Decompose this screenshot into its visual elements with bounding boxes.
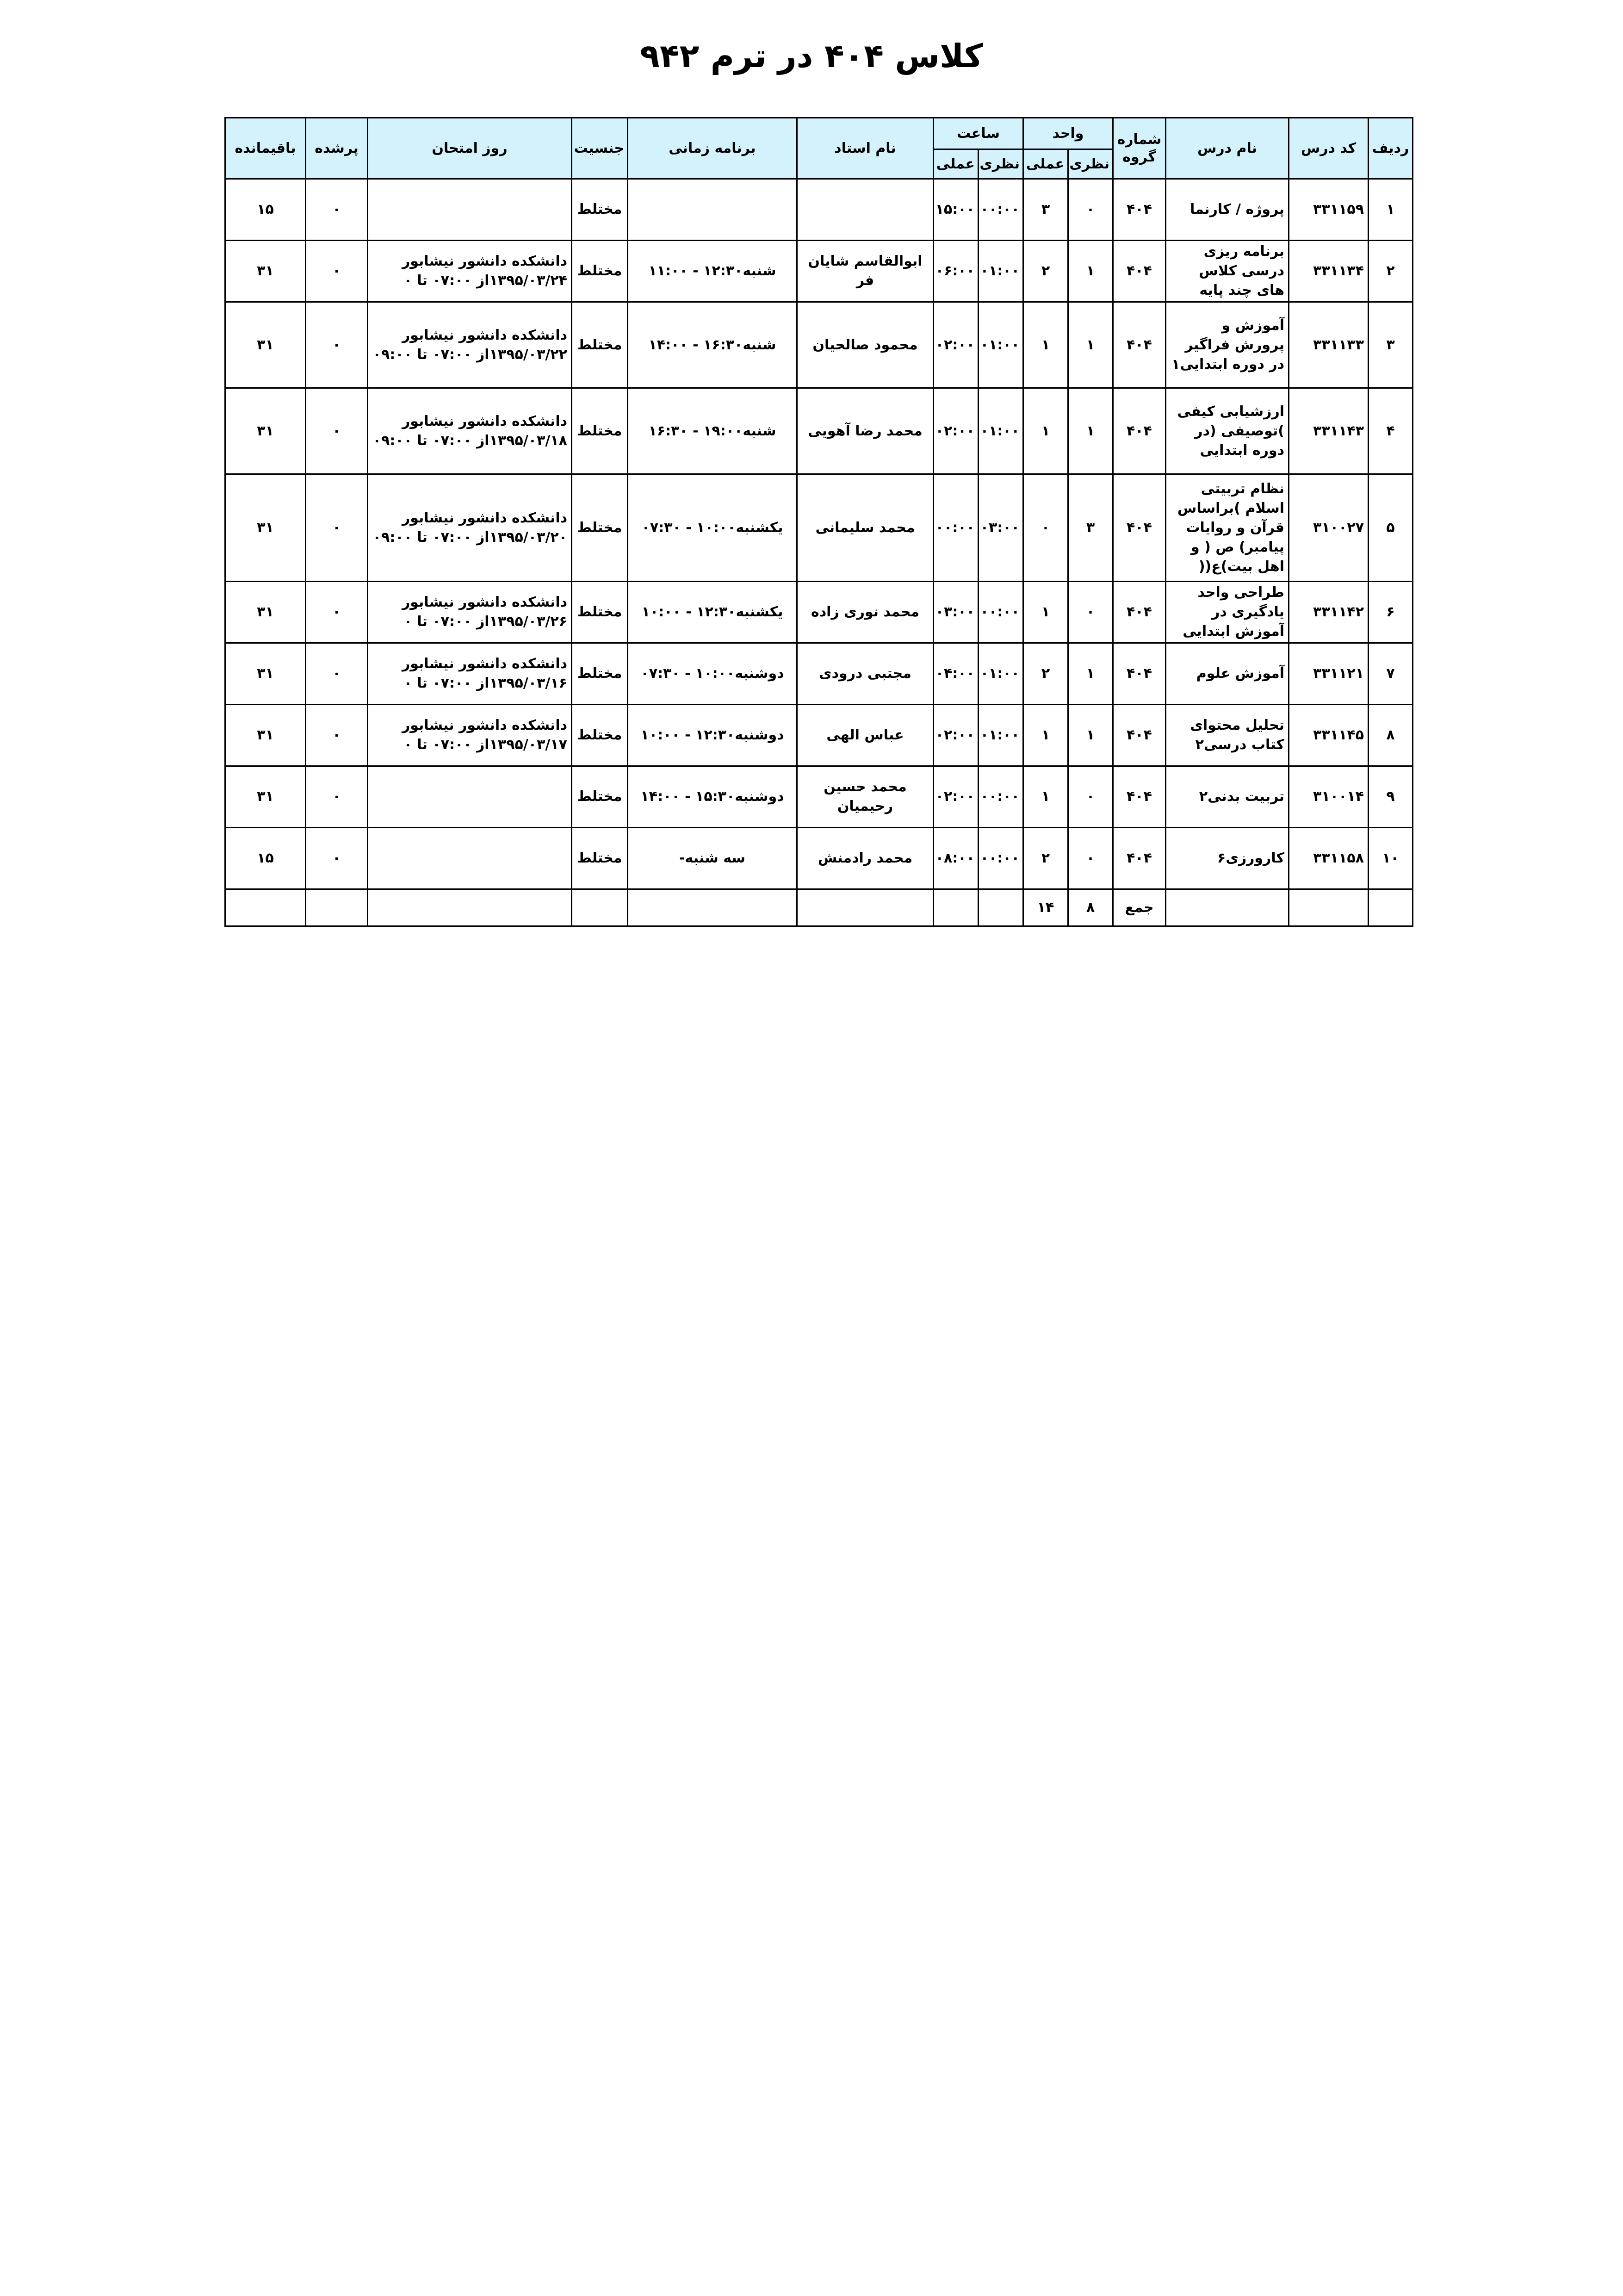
cell-teacher: محمد حسین رحیمیان <box>797 766 934 828</box>
cell-exam <box>368 828 572 889</box>
cell-remaining: ۳۱ <box>225 705 306 766</box>
cell-hours-practical: ۰۸:۰۰ <box>934 828 979 889</box>
cell-name: پروژه / کارنما <box>1166 179 1289 241</box>
cell-filled: ۰ <box>306 302 368 388</box>
cell-units-theory: ۱ <box>1068 643 1113 705</box>
col-header-units-theory: نظری <box>1068 149 1113 179</box>
cell-filled: ۰ <box>306 474 368 582</box>
cell-hours-practical: ۰۳:۰۰ <box>934 582 979 643</box>
cell-code: ۳۳۱۱۴۳ <box>1289 388 1369 474</box>
cell-units-theory: ۱ <box>1068 241 1113 302</box>
cell-remaining: ۱۵ <box>225 179 306 241</box>
cell-units-practical: ۱ <box>1023 705 1068 766</box>
cell-hours-theory: ۰۰:۰۰ <box>979 828 1023 889</box>
cell-hours-theory: ۰۱:۰۰ <box>979 302 1023 388</box>
cell-code: ۳۳۱۱۴۵ <box>1289 705 1369 766</box>
cell-hours-practical: ۰۰:۰۰ <box>934 474 979 582</box>
cell-teacher: محمد سلیمانی <box>797 474 934 582</box>
col-header-exam: روز امتحان <box>368 118 572 179</box>
cell-remaining: ۳۱ <box>225 241 306 302</box>
cell-gender: مختلط <box>572 474 628 582</box>
cell-name: طراحی واحد یادگیری در آموزش ابتدایی <box>1183 584 1285 639</box>
col-header-hours: ساعت <box>934 118 1023 149</box>
col-header-name: نام درس <box>1166 118 1289 179</box>
cell-remaining: ۳۱ <box>225 474 306 582</box>
cell-hours-theory: ۰۰:۰۰ <box>979 766 1023 828</box>
cell-hours-practical: ۰۲:۰۰ <box>934 302 979 388</box>
cell-exam: دانشکده دانشور نیشابور ۱۳۹۵/۰۳/۲۲از ۰۷:۰۰ تا ۰۹:۰۰ <box>368 302 572 388</box>
total-units-practical: ۱۴ <box>1023 889 1068 926</box>
cell-units-practical: ۱ <box>1023 302 1068 388</box>
table-row <box>225 302 1413 388</box>
cell-group: ۴۰۴ <box>1113 766 1166 828</box>
cell-teacher: عباس الهی <box>797 705 934 766</box>
cell-schedule: یکشنبه۱۰:۰۰ - ۰۷:۳۰ <box>628 474 797 582</box>
cell-schedule <box>628 179 797 241</box>
cell-code: ۳۱۰۰۱۴ <box>1289 766 1369 828</box>
cell-units-theory: ۱ <box>1068 705 1113 766</box>
cell-code: ۳۳۱۱۲۱ <box>1289 643 1369 705</box>
cell-group: ۴۰۴ <box>1113 705 1166 766</box>
cell-units-practical: ۲ <box>1023 241 1068 302</box>
cell-group: ۴۰۴ <box>1113 388 1166 474</box>
cell-code: ۳۳۱۱۴۲ <box>1289 582 1369 643</box>
cell-exam: دانشکده دانشور نیشابور ۱۳۹۵/۰۳/۲۰از ۰۷:۰۰ تا ۰۹:۰۰ <box>368 474 572 582</box>
cell-teacher: محمد رادمنش <box>797 828 934 889</box>
cell-hours-theory: ۰۱:۰۰ <box>979 241 1023 302</box>
col-header-hours-theory: نظری <box>979 149 1023 179</box>
cell-name: تربیت بدنی۲ <box>1166 766 1289 828</box>
col-header-row: ردیف <box>1369 118 1413 179</box>
cell-hours-practical: ۱۵:۰۰ <box>934 179 979 241</box>
cell-gender: مختلط <box>572 582 628 643</box>
cell-group: ۴۰۴ <box>1113 582 1166 643</box>
total-label: جمع <box>1113 889 1166 926</box>
cell-row: ۶ <box>1369 582 1413 643</box>
cell-exam: دانشکده دانشور نیشابور ۱۳۹۵/۰۳/۲۶از ۰۷:۰۰ تا ۰ <box>402 594 567 630</box>
col-header-hours-practical: عملی <box>934 149 979 179</box>
table-row <box>225 643 1413 705</box>
cell-units-theory: ۰ <box>1068 828 1113 889</box>
cell-remaining: ۳۱ <box>225 643 306 705</box>
cell-hours-practical: ۰۲:۰۰ <box>934 388 979 474</box>
cell-row: ۱۰ <box>1369 828 1413 889</box>
cell-exam: دانشکده دانشور نیشابور ۱۳۹۵/۰۳/۱۷از ۰۷:۰۰ تا ۰ <box>402 717 567 753</box>
cell-gender: مختلط <box>572 241 628 302</box>
cell-hours-theory <box>979 889 1023 926</box>
cell-units-theory: ۰ <box>1068 179 1113 241</box>
cell-teacher: محمود صالحیان <box>797 302 934 388</box>
table-row <box>225 828 1413 889</box>
cell-name: آموزش علوم <box>1166 643 1289 705</box>
total-units-theory: ۸ <box>1068 889 1113 926</box>
cell-schedule: سه شنبه- <box>628 828 797 889</box>
cell-units-practical: ۱ <box>1023 766 1068 828</box>
cell-filled: ۰ <box>306 828 368 889</box>
cell-name: کارورزی۶ <box>1166 828 1289 889</box>
cell-gender: مختلط <box>572 302 628 388</box>
cell-teacher: محمد نوری زاده <box>797 582 934 643</box>
cell-exam <box>368 766 572 828</box>
cell-hours-theory: ۰۱:۰۰ <box>979 643 1023 705</box>
cell-hours-theory: ۰۱:۰۰ <box>979 705 1023 766</box>
cell-hours-practical: ۰۶:۰۰ <box>934 241 979 302</box>
cell-units-practical: ۲ <box>1023 643 1068 705</box>
col-header-schedule: برنامه زمانی <box>628 118 797 179</box>
cell-units-practical: ۰ <box>1023 474 1068 582</box>
cell-gender: مختلط <box>572 828 628 889</box>
cell-name: برنامه ریزی درسی کلاس های چند پایه <box>1166 241 1289 302</box>
cell-group: ۴۰۴ <box>1113 179 1166 241</box>
cell-filled: ۰ <box>306 241 368 302</box>
cell-name: تحلیل محتوای کتاب درسی۲ <box>1166 705 1289 766</box>
cell-remaining: ۳۱ <box>225 766 306 828</box>
cell-hours-practical: ۰۴:۰۰ <box>934 643 979 705</box>
cell-gender <box>572 889 628 926</box>
cell-code: ۳۳۱۱۵۹ <box>1289 179 1369 241</box>
cell-filled: ۰ <box>306 179 368 241</box>
cell-filled <box>306 889 368 926</box>
cell-gender: مختلط <box>572 705 628 766</box>
cell-filled: ۰ <box>306 766 368 828</box>
cell-exam <box>368 889 572 926</box>
cell-exam <box>368 179 572 241</box>
table-row <box>225 582 1413 643</box>
cell-units-theory: ۰ <box>1068 766 1113 828</box>
col-header-units: واحد <box>1023 118 1113 149</box>
cell-group: ۴۰۴ <box>1113 302 1166 388</box>
cell-teacher <box>797 179 934 241</box>
table-row <box>225 388 1413 474</box>
cell-gender: مختلط <box>572 643 628 705</box>
cell-hours-theory: ۰۳:۰۰ <box>979 474 1023 582</box>
cell-row: ۱ <box>1369 179 1413 241</box>
table-row <box>225 705 1413 766</box>
cell-teacher: مجتبی درودی <box>797 643 934 705</box>
cell-hours-theory: ۰۰:۰۰ <box>979 582 1023 643</box>
cell-teacher: ابوالقاسم شایان فر <box>797 241 934 302</box>
cell-code: ۳۳۱۱۳۳ <box>1289 302 1369 388</box>
cell-units-practical: ۱ <box>1023 582 1068 643</box>
cell-remaining: ۳۱ <box>225 388 306 474</box>
cell-exam: دانشکده دانشور نیشابور ۱۳۹۵/۰۳/۱۶از ۰۷:۰۰ تا ۰ <box>402 656 567 691</box>
cell-units-practical: ۱ <box>1023 388 1068 474</box>
cell-schedule: شنبه۱۲:۳۰ - ۱۱:۰۰ <box>628 241 797 302</box>
cell-row: ۷ <box>1369 643 1413 705</box>
cell-row: ۸ <box>1369 705 1413 766</box>
cell-remaining: ۳۱ <box>225 582 306 643</box>
cell-units-theory: ۳ <box>1068 474 1113 582</box>
cell-group: ۴۰۴ <box>1113 241 1166 302</box>
cell-row <box>1369 889 1413 926</box>
table-row <box>225 766 1413 828</box>
cell-name: نظام تربیتی اسلام )براساس قرآن و روایات پیامبر) ص ( و اهل بیت)ع(( <box>1177 480 1285 575</box>
col-header-code: کد درس <box>1289 118 1369 179</box>
cell-hours-practical: ۰۲:۰۰ <box>934 705 979 766</box>
cell-units-theory: ۰ <box>1068 582 1113 643</box>
cell-code: ۳۳۱۱۳۴ <box>1289 241 1369 302</box>
cell-remaining: ۱۵ <box>225 828 306 889</box>
cell-schedule: دوشنبه۱۰:۰۰ - ۰۷:۳۰ <box>628 643 797 705</box>
cell-code: ۳۳۱۱۵۸ <box>1289 828 1369 889</box>
col-header-teacher: نام استاد <box>797 118 934 179</box>
table-row <box>225 179 1413 241</box>
table-row <box>225 474 1413 582</box>
cell-schedule: یکشنبه۱۲:۳۰ - ۱۰:۰۰ <box>628 582 797 643</box>
cell-units-theory: ۱ <box>1068 388 1113 474</box>
cell-schedule <box>628 889 797 926</box>
col-header-filled: پرشده <box>306 118 368 179</box>
cell-filled: ۰ <box>306 582 368 643</box>
class-schedule-table <box>224 117 1413 927</box>
cell-remaining: ۳۱ <box>225 302 306 388</box>
cell-remaining <box>225 889 306 926</box>
header-row <box>225 118 1413 149</box>
cell-row: ۳ <box>1369 302 1413 388</box>
cell-name: ارزشیابی کیفی )توصیفی (در دوره ابتدایی <box>1166 388 1289 474</box>
cell-schedule: شنبه۱۶:۳۰ - ۱۴:۰۰ <box>628 302 797 388</box>
page-title: کلاس ۴۰۴ در ترم ۹۴۲ <box>640 37 983 75</box>
cell-units-practical: ۳ <box>1023 179 1068 241</box>
col-header-units-practical: عملی <box>1023 149 1068 179</box>
cell-row: ۲ <box>1369 241 1413 302</box>
cell-gender: مختلط <box>572 179 628 241</box>
cell-schedule: دوشنبه۱۲:۳۰ - ۱۰:۰۰ <box>628 705 797 766</box>
cell-schedule: دوشنبه۱۵:۳۰ - ۱۴:۰۰ <box>628 766 797 828</box>
cell-row: ۹ <box>1369 766 1413 828</box>
cell-gender: مختلط <box>572 388 628 474</box>
cell-row: ۴ <box>1369 388 1413 474</box>
cell-exam: دانشکده دانشور نیشابور ۱۳۹۵/۰۳/۲۴از ۰۷:۰۰ تا ۰ <box>402 253 567 289</box>
cell-filled: ۰ <box>306 643 368 705</box>
cell-filled: ۰ <box>306 388 368 474</box>
cell-hours-theory: ۰۰:۰۰ <box>979 179 1023 241</box>
total-row <box>225 889 1413 926</box>
cell-name: آموزش و پرورش فراگیر در دوره ابتدایی۱ <box>1166 302 1289 388</box>
cell-schedule: شنبه۱۹:۰۰ - ۱۶:۳۰ <box>628 388 797 474</box>
cell-name <box>1166 889 1289 926</box>
cell-units-practical: ۲ <box>1023 828 1068 889</box>
cell-code <box>1289 889 1369 926</box>
col-header-group: شماره گروه <box>1113 118 1166 179</box>
cell-exam: دانشکده دانشور نیشابور ۱۳۹۵/۰۳/۱۸از ۰۷:۰۰ تا ۰۹:۰۰ <box>368 388 572 474</box>
cell-group: ۴۰۴ <box>1113 828 1166 889</box>
col-header-remaining: باقیمانده <box>225 118 306 179</box>
cell-teacher <box>797 889 934 926</box>
cell-row: ۵ <box>1369 474 1413 582</box>
cell-hours-practical: ۰۲:۰۰ <box>934 766 979 828</box>
cell-group: ۴۰۴ <box>1113 474 1166 582</box>
cell-gender: مختلط <box>572 766 628 828</box>
cell-group: ۴۰۴ <box>1113 643 1166 705</box>
cell-filled: ۰ <box>306 705 368 766</box>
table-row <box>225 241 1413 302</box>
cell-hours-practical <box>934 889 979 926</box>
cell-units-theory: ۱ <box>1068 302 1113 388</box>
cell-teacher: محمد رضا آهویی <box>797 388 934 474</box>
cell-hours-theory: ۰۱:۰۰ <box>979 388 1023 474</box>
col-header-gender: جنسیت <box>572 118 628 179</box>
cell-code: ۳۱۰۰۲۷ <box>1289 474 1369 582</box>
